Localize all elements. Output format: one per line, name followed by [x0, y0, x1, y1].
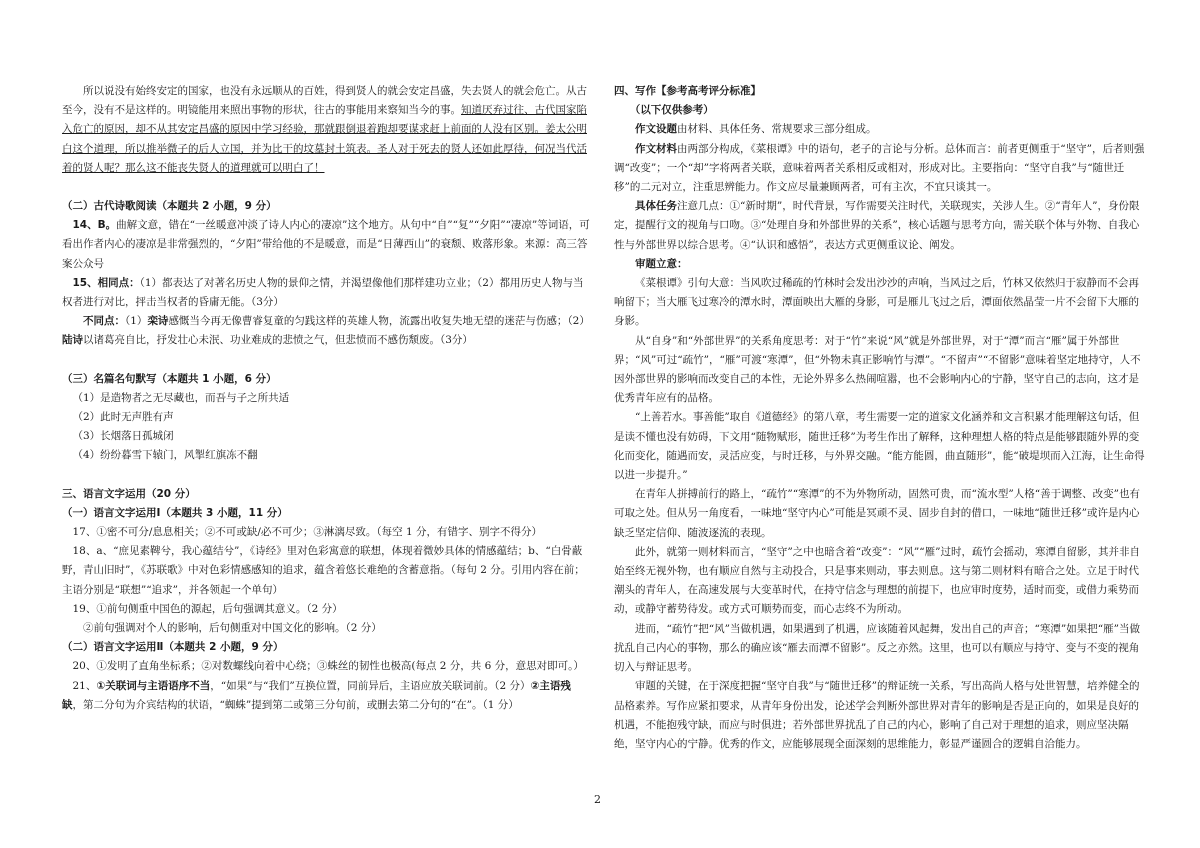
writing-para-topic	[614, 120, 1146, 139]
writing-para-11: 审题的关键，在于深度把握“坚守自我”与“随世迁移”的辩证统一关系，写出高尚人格与处世智慧，培养健全的品格素养。写作应紧扣要求，从青年身份出发，论述学会判断外部世界对青年的影响是否是正向的，如果是良好的机遇，不能抱残守缺，而应与时俱进；若外部世界扰乱了自己的内心，影响了自己对于理想的追求，则应坚决隔绝，坚守内心的宁静。优秀的作文，应能够展现全面深刻的思维能力，彰显严谨圆合的逻辑自洽能力。	[614, 680, 1140, 750]
translation-text: 所以说没有始终安定的国家，也没有永远顺从的百姓，得到贤人的就会安定昌盛，失去贤人的就会危亡。从古至今，没有不是这样的。明镜能用来照出事物的形状，往古的事能用来察知当今的事。	[62, 85, 587, 117]
writing-analysis-heading: 审题立意：	[635, 257, 688, 270]
section-heading-recitation: （三）名篇名句默写（本题共 1 小题，6 分）	[62, 372, 277, 385]
recitation-line-3: （3）长烟落日孤城闭	[72, 430, 174, 443]
task-text: 注意几点：①“新时期”，时代背景，写作需要关注时代，关联现实，关涉人生。②“青年人”，身份限定，提醒行文的视角与口吻。③“处理自身和外部世界的关系”，核心话题与思考方向，需关联个体与外物、自我心性与外部世界以综合思考。④“认识和感悟”，表达方式更侧重议论、阐发。	[614, 200, 1140, 251]
q14-text: 曲解文意，错在“一丝暖意冲淡了诗人内心的凄凉”这个地方。从句中“自”“复”“夕阳”“凄凉”等词语，可看出作者内心的凄凉是非常强烈的，“夕阳”带给他的不是暖意，而是“日薄西山”的衰颓、败落形象。来源：高三答案公众号	[62, 219, 590, 270]
q14-number: 14、B。	[72, 219, 117, 232]
translation-paragraph	[62, 82, 590, 178]
answer-q19a: 19、①前句侧重中国色的源起，后句强调其意义。（2 分）	[72, 602, 343, 615]
q15-d2-text: 以诸葛亮自比，抒发壮心未泯、功业难成的悲愤之气，但悲愤而不感伤颓废。（3分）	[83, 334, 473, 347]
q15-d2-name: 陆诗	[62, 334, 83, 347]
section-heading-poetry: （二）古代诗歌阅读（本题共 2 小题，9 分）	[62, 200, 277, 213]
answer-q14	[62, 216, 590, 274]
writing-para-material	[614, 140, 1146, 198]
right-column	[614, 82, 1146, 754]
q15-diff-head: 不同点：	[83, 315, 125, 328]
q15-d2-num: （2）	[567, 315, 590, 328]
left-column	[62, 82, 590, 715]
reference-note: （以下仅供参考）	[629, 104, 714, 117]
q21-bold-1: ①关联词与主语语序不当	[96, 679, 211, 692]
recitation-line-4: （4）纷纷暮雪下辕门，风掣红旗冻不翻	[72, 449, 258, 462]
q15-same-text: （1）都表达了对著名历史人物的景仰之情，并渴望像他们那样建功立业；（2）都用历史人物与当权者进行对比，抨击当权者的昏庸无能。（3分）	[62, 276, 584, 309]
page-number: 2	[594, 793, 601, 806]
translation-underlined: 知道厌弃过往、古代国家陷入危亡的原因，却不从其安定昌盛的原因中学习经验，那就跟倒退着跑却要谋求赶上前面的人没有区别。姜太公明白这个道理，所以推举微子的后人立国，并为比干的坟墓封土筑表。圣人对于死去的贤人还如此厚待，何况当代活着的贤人呢？那么这不能丧失贤人的道理就可以明白了！	[62, 104, 587, 174]
q21-text-2: ，第二分句为介宾结构的状语，“蜘蛛”提到第二或第三分句前，或删去第二分句的“在”。（1 分）	[72, 698, 519, 711]
writing-para-8: 在青年人拼搏前行的路上，“疏竹”“寒潭”的不为外物所动，固然可贵，而“流水型”人格“善于调整、改变”也有可取之处。但从另一角度看，一味地“坚守内心”可能是冥顽不灵、固步自封的借口，一味地“随世迁移”或许是内心缺乏坚定信仰、随波逐流的表现。	[614, 488, 1140, 539]
task-label: 具体任务	[635, 200, 677, 213]
q15-head: 15、相同点：	[72, 276, 140, 289]
subsection-heading-2: （二）语言文字运用Ⅱ（本题共 2 小题，9 分）	[62, 641, 284, 654]
writing-para-7: “上善若水。事善能”取自《道德经》的第八章，考生需要一定的道家文化涵养和文言积累才能理解这句话，但是读不懂也没有妨碍，下文用“随物赋形，随世迁移”为考生作出了解释，这种理想人格的特点是能够跟随外界的变化而变化，随遇而安，灵活应变，与时迁移，与外界交融。“能方能圆，曲直随形”，能“破堤坝而入江海，让生命得以进一步提升。”	[614, 411, 1145, 482]
q15-d1-name: 栾诗	[147, 315, 169, 328]
writing-para-9: 此外，就第一则材料而言，“坚守”之中也暗含着“改变”：“风”“雁”过时，疏竹会摇动，寒潭自留影，其并非自始至终无视外物，也有顺应自然与主动投合，只是事来则动，事去则息。这与第二则材料有暗合之处。立足于时代潮头的青年人，在高速发展与大变革时代，在持守信念与理想的前提下，也应审时度势，适时而变，或借力乘势而动，或静守蓄势待发。或方式可顺势而变，而心志终不为所动。	[614, 545, 1140, 616]
part-heading-language: 三、语言文字运用（20 分）	[62, 487, 196, 500]
q15-d1-text: 感慨当今再无像曹睿复童的匀践这样的英雄人物，流露出收复失地无望的迷茫与伤感；	[168, 315, 568, 328]
answer-q18: 18、a、“庶见素鞞兮，我心蕴结兮”，《诗经》里对色彩寓意的联想，体现着微妙具体的情感蕴结；b、“白骨蔽野，青山旧时”，《苏联歌》中对色彩情感感知的追求，蕴含着悠长难绝的含蓄意指。（每句 2 分。引用内容在前；主语分别是“联想”“追求”，并各领起一个单句）	[62, 545, 585, 596]
subsection-heading-1: （一）语言文字运用Ⅰ（本题共 3 小题，11 分）	[62, 506, 288, 519]
material-text: 由两部分构成，《菜根谭》中的语句，老子的言论与分析。总体而言：前者更侧重于“坚守”，后者则强调“改变”；一个“却”字将两者关联，意味着两者关系相反或相对，形成对比。主要指向：“坚守自我”与“随世迁移”的二元对立，注重思辨能力。作文应尽量兼顾两者，可有主次，不宜只谈其一。	[614, 142, 1145, 194]
recitation-line-1: （1）是造物者之无尽藏也，而吾与子之所共适	[72, 391, 290, 404]
writing-para-6: 从“自身”和“外部世界”的关系角度思考：对于“竹”来说“风”就是外部世界，对于“潭”而言“雁”属于外部世界；“风”可过“疏竹”，“雁”可渡“寒潭”，但“外物未真正影响竹与潭”。“不留声”“不留影”意味着坚定地持守，人不因外部世界的影响而改变自己的本性，无论外界多么热闹喧嚣，也不会影响内心的宁静，坚守自己的志向，这才是优秀青年应有的品格。	[614, 334, 1141, 405]
answer-q15-diff	[62, 312, 590, 350]
writing-para-task	[614, 197, 1146, 255]
writing-para-5: 《菜根谭》引句大意：当风吹过稀疏的竹林时会发出沙沙的声响，当风过之后，竹林又依然归于寂静而不会再响留下；当大雁飞过寒冷的潭水时，潭面映出大雁的身影，可是雁儿飞过之后，潭面依然晶莹一片不会留下大雁的身影。	[614, 277, 1139, 328]
recitation-line-2: （2）此时无声胜有声	[72, 411, 174, 424]
q21-bold-2: ②主语残缺	[62, 679, 571, 711]
q21-text-1: ，“如果”与“我们”互换位置，同前异后，主语应放关联词前。（2 分）	[210, 679, 531, 692]
answer-q17: 17、①密不可分/息息相关；②不可或缺/必不可少；③淋漓尽致。（每空 1 分，有错字、别字不得分）	[72, 526, 543, 539]
part-heading-writing: 四、写作【参考高考评分标准】	[614, 85, 761, 97]
material-label: 作文材料	[635, 142, 677, 155]
topic-label: 作文设题	[635, 123, 677, 136]
q15-d1-num: （1）	[125, 315, 148, 328]
writing-para-10: 进而，“疏竹”把“风”当做机遇，如果遇到了机遇，应该随着风起舞，发出自己的声音；“寒潭”如果把“雁”当做扰乱自己内心的事物，那么的确应该“雁去而潭不留影”。反之亦然。这里，也可以有顺应与持守、变与不变的视角切入与辩证思考。	[614, 622, 1140, 674]
answer-q15-same	[62, 274, 590, 312]
answer-q19b: ②前句强调对个人的影响，后句侧重对中国文化的影响。（2 分）	[83, 622, 382, 635]
topic-text: 由材料、具体任务、常规要求三部分组成。	[677, 123, 877, 136]
q21-number: 21、	[72, 679, 97, 692]
answer-q21	[62, 677, 590, 715]
answer-q20: 20、①发明了直角坐标系；②对数螺线向着中心绕；③蛛丝的韧性也极高(每点 2 分，共 6 分，意思对即可。）	[72, 660, 584, 673]
